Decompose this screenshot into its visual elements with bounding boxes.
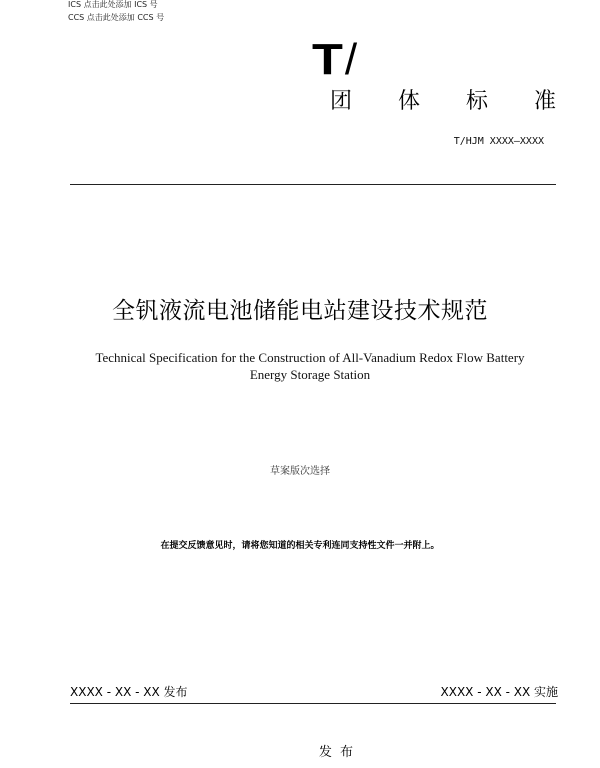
logo-letter: T xyxy=(312,35,343,84)
standard-type-char: 准 xyxy=(533,89,556,114)
standard-type-char: 体 xyxy=(397,89,420,114)
issue-date: XXXX - XX - XX 发布 xyxy=(70,685,188,699)
english-title-line-2: Energy Storage Station xyxy=(249,367,371,382)
ccs-number-field[interactable]: CCS 点击此处添加 CCS 号 xyxy=(68,13,165,22)
draft-version-selector[interactable]: 草案版次选择 xyxy=(270,466,330,477)
english-title xyxy=(60,349,560,383)
english-title-line-1: Technical Specification for the Construction of All-Vanadium Redox Flow Battery xyxy=(95,350,525,365)
top-divider xyxy=(70,184,556,185)
bottom-divider xyxy=(70,703,556,704)
patent-notice: 在提交反馈意见时，请将您知道的相关专利连同支持性文件一并附上。 xyxy=(160,541,440,551)
standard-type xyxy=(330,89,556,115)
standard-type-char: 标 xyxy=(465,89,488,114)
chinese-title: 全钒液流电池储能电站建设技术规范 xyxy=(112,298,488,324)
standard-logo xyxy=(312,35,358,84)
standard-number: T/HJM XXXX—XXXX xyxy=(453,136,544,147)
ics-number-field[interactable]: ICS 点击此处添加 ICS 号 xyxy=(68,0,158,9)
issuer-label: 发 布 xyxy=(318,745,356,760)
implementation-date: XXXX - XX - XX 实施 xyxy=(440,685,558,699)
logo-slash: / xyxy=(344,35,358,84)
standard-type-char: 团 xyxy=(330,89,353,114)
